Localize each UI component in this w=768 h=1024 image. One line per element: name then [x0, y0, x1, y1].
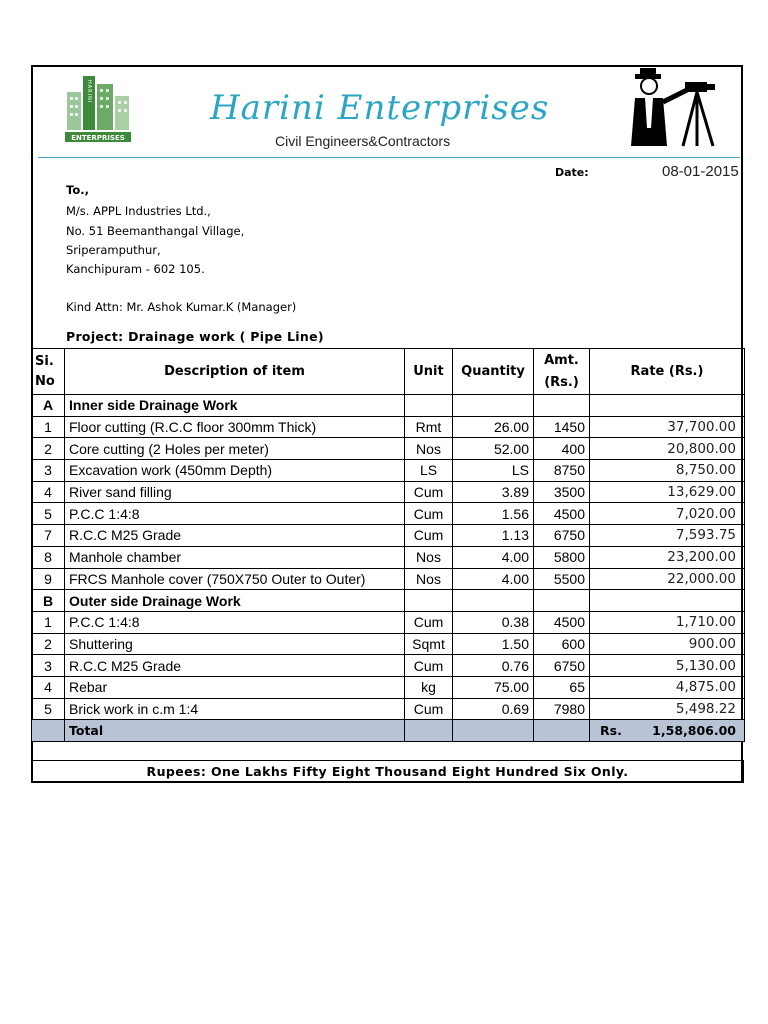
row-rate: 13,629.00: [590, 481, 745, 503]
row-amount: 4500: [534, 611, 590, 633]
row-number: 8: [32, 546, 65, 568]
row-amount: 6750: [534, 525, 590, 547]
row-rate: 22,000.00: [590, 568, 745, 590]
row-amount: 6750: [534, 655, 590, 677]
row-unit: Nos: [405, 568, 453, 590]
row-amount: 5800: [534, 546, 590, 568]
row-amount: 4500: [534, 503, 590, 525]
amount-in-words: Rupees: One Lakhs Fifty Eight Thousand Eight Hundred Six Only.: [31, 760, 744, 783]
row-number: 5: [32, 503, 65, 525]
header-sino-1: Si.: [35, 353, 54, 369]
empty-cell: [405, 720, 453, 742]
row-amount: 3500: [534, 481, 590, 503]
header-amt-2: (Rs.): [544, 374, 579, 390]
row-rate: 7,020.00: [590, 503, 745, 525]
row-quantity: 0.76: [453, 655, 534, 677]
header-description: Description of item: [65, 349, 405, 395]
table-row: [32, 416, 745, 438]
row-quantity: 1.50: [453, 633, 534, 655]
row-amount: 1450: [534, 416, 590, 438]
address-line-2: No. 51 Beemanthangal Village,: [66, 224, 245, 238]
table-header-row: [32, 349, 745, 395]
row-description: Floor cutting (R.C.C floor 300mm Thick): [65, 416, 405, 438]
row-number: 2: [32, 438, 65, 460]
section-title: Inner side Drainage Work: [65, 395, 405, 417]
row-rate: 7,593.75: [590, 525, 745, 547]
table-row: [32, 633, 745, 655]
row-number: 1: [32, 611, 65, 633]
header-rule: [38, 157, 740, 158]
row-unit: kg: [405, 676, 453, 698]
empty-cell: [534, 395, 590, 417]
project-title: Project: Drainage work ( Pipe Line): [66, 329, 324, 344]
table-row: [32, 460, 745, 482]
date-label: Date:: [555, 166, 589, 179]
empty-cell: [453, 720, 534, 742]
company-name: Harini Enterprises: [210, 88, 550, 128]
row-rate: 4,875.00: [590, 676, 745, 698]
row-rate: 37,700.00: [590, 416, 745, 438]
row-number: 4: [32, 676, 65, 698]
company-tagline: Civil Engineers&Contractors: [275, 133, 451, 149]
table-row: [32, 525, 745, 547]
row-number: 7: [32, 525, 65, 547]
row-description: R.C.C M25 Grade: [65, 525, 405, 547]
row-rate: 20,800.00: [590, 438, 745, 460]
total-row: [32, 720, 745, 742]
row-description: P.C.C 1:4:8: [65, 611, 405, 633]
row-amount: 400: [534, 438, 590, 460]
row-description: Shuttering: [65, 633, 405, 655]
total-label: Total: [65, 720, 405, 742]
row-rate: 5,498.22: [590, 698, 745, 720]
kind-attention: Kind Attn: Mr. Ashok Kumar.K (Manager): [66, 300, 297, 314]
row-unit: Cum: [405, 525, 453, 547]
row-rate: 23,200.00: [590, 546, 745, 568]
logo-text: ENTERPRISES: [71, 134, 125, 142]
row-unit: Cum: [405, 698, 453, 720]
row-unit: LS: [405, 460, 453, 482]
row-description: FRCS Manhole cover (750X750 Outer to Outer): [65, 568, 405, 590]
row-number: 3: [32, 460, 65, 482]
address-line-1: M/s. APPL Industries Ltd.,: [66, 204, 211, 218]
empty-cell: [453, 395, 534, 417]
row-number: 1: [32, 416, 65, 438]
surveyor-icon: [627, 68, 732, 148]
section-code: B: [32, 590, 65, 612]
table-row: [32, 676, 745, 698]
row-quantity: 1.13: [453, 525, 534, 547]
row-amount: 600: [534, 633, 590, 655]
row-amount: 8750: [534, 460, 590, 482]
total-currency: Rs.: [600, 723, 622, 739]
row-description: Brick work in c.m 1:4: [65, 698, 405, 720]
date-value: 08-01-2015: [662, 163, 739, 180]
table-row: [32, 698, 745, 720]
row-description: R.C.C M25 Grade: [65, 655, 405, 677]
empty-cell: [534, 720, 590, 742]
row-quantity: 75.00: [453, 676, 534, 698]
row-unit: Cum: [405, 655, 453, 677]
table-row: [32, 438, 745, 460]
row-description: Rebar: [65, 676, 405, 698]
table-row: [32, 481, 745, 503]
total-value-cell: [590, 720, 745, 742]
row-number: 5: [32, 698, 65, 720]
row-quantity: 0.38: [453, 611, 534, 633]
row-description: Excavation work (450mm Depth): [65, 460, 405, 482]
empty-cell: [534, 590, 590, 612]
row-unit: Sqmt: [405, 633, 453, 655]
header-amt-1: Amt.: [544, 352, 579, 368]
header-sino: [32, 349, 65, 395]
row-unit: Cum: [405, 481, 453, 503]
items-table: [31, 348, 745, 742]
row-unit: Nos: [405, 438, 453, 460]
total-value: 1,58,806.00: [652, 723, 736, 739]
empty-cell: [590, 395, 745, 417]
row-description: Core cutting (2 Holes per meter): [65, 438, 405, 460]
address-line-3: Sriperamputhur,: [66, 243, 161, 257]
row-rate: 900.00: [590, 633, 745, 655]
table-row: [32, 655, 745, 677]
row-quantity: 26.00: [453, 416, 534, 438]
row-amount: 5500: [534, 568, 590, 590]
row-description: River sand filling: [65, 481, 405, 503]
header-amount: [534, 349, 590, 395]
section-row: [32, 590, 745, 612]
row-number: 9: [32, 568, 65, 590]
row-amount: 7980: [534, 698, 590, 720]
row-rate: 8,750.00: [590, 460, 745, 482]
row-quantity: 4.00: [453, 568, 534, 590]
table-row: [32, 568, 745, 590]
empty-cell: [590, 590, 745, 612]
row-unit: Nos: [405, 546, 453, 568]
row-unit: Cum: [405, 611, 453, 633]
section-code: A: [32, 395, 65, 417]
empty-cell: [405, 590, 453, 612]
row-quantity: 3.89: [453, 481, 534, 503]
row-quantity: 52.00: [453, 438, 534, 460]
table-row: [32, 611, 745, 633]
row-rate: 5,130.00: [590, 655, 745, 677]
empty-cell: [453, 590, 534, 612]
row-description: P.C.C 1:4:8: [65, 503, 405, 525]
row-quantity: 1.56: [453, 503, 534, 525]
header-rate: Rate (Rs.): [590, 349, 745, 395]
address-line-4: Kanchipuram - 602 105.: [66, 262, 205, 276]
empty-cell: [32, 720, 65, 742]
empty-cell: [405, 395, 453, 417]
row-number: 2: [32, 633, 65, 655]
row-unit: Rmt: [405, 416, 453, 438]
section-title: Outer side Drainage Work: [65, 590, 405, 612]
row-unit: Cum: [405, 503, 453, 525]
row-number: 4: [32, 481, 65, 503]
row-amount: 65: [534, 676, 590, 698]
table-row: [32, 503, 745, 525]
header-unit: Unit: [405, 349, 453, 395]
row-number: 3: [32, 655, 65, 677]
building-logo-icon: [63, 70, 133, 146]
header-sino-2: No: [35, 373, 55, 389]
table-row: [32, 546, 745, 568]
header-quantity: Quantity: [453, 349, 534, 395]
row-description: Manhole chamber: [65, 546, 405, 568]
section-row: [32, 395, 745, 417]
row-quantity: 4.00: [453, 546, 534, 568]
row-quantity: LS: [453, 460, 534, 482]
logo-vertical-text: HARINI: [86, 80, 92, 104]
row-quantity: 0.69: [453, 698, 534, 720]
address-to: To.,: [66, 183, 89, 197]
row-rate: 1,710.00: [590, 611, 745, 633]
